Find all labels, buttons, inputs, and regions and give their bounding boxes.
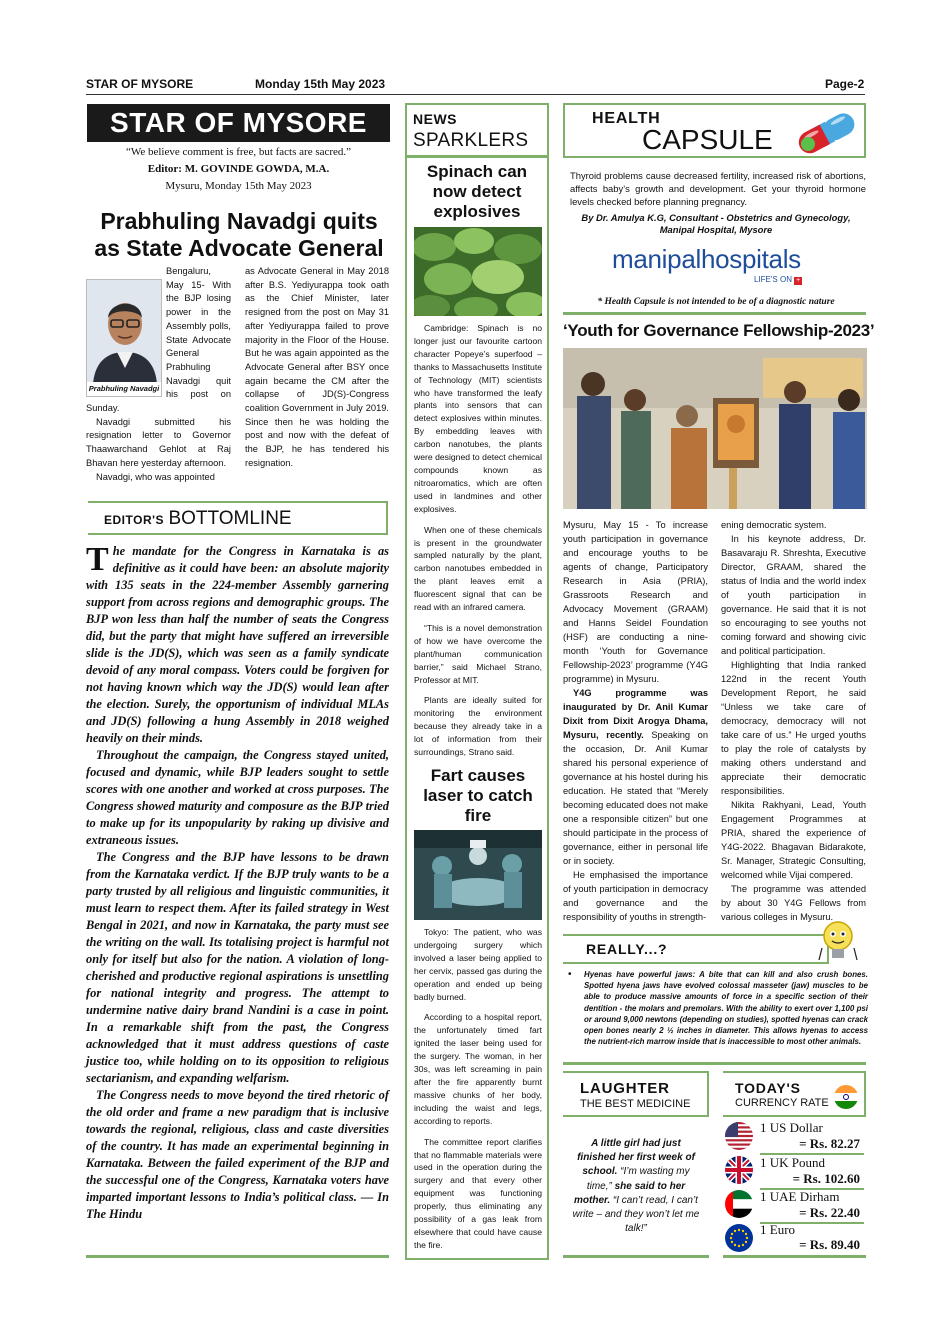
spinach-image <box>414 227 542 316</box>
y4g-col2-para4: Nikita Rakhyani, Lead, Youth Engagement Programmes at PRIA, shared the experience of Y4G-2022. Bhagavan Bidarakote, Sr. Manager, Strategic Consulting, welcomed while Vijai compered. <box>721 800 866 880</box>
spinach-body <box>414 322 542 767</box>
health-disclaimer: * Health Capsule is not intended to be of a diagnostic nature <box>597 297 835 307</box>
eu-flag-icon <box>725 1224 753 1252</box>
header-date: Monday 15th May 2023 <box>255 77 386 91</box>
health-label-big: CAPSULE <box>642 124 773 155</box>
editorial-para-4: The Congress needs to move beyond the tired rhetoric of the old order and frame a new paradigm that is inclusive towards the regional, religious, class and caste diversities of the country. It has made an experimental beginning in Karnataka. Between the failed experiment of the BJP and the successful one of the Congress, Karnataka voters have imparted important lessons to India’s political class. — In The Hindu <box>86 1088 389 1221</box>
lightbulb-icon <box>818 918 858 966</box>
joke-part-2: “I’m wasting my time,” <box>586 1166 690 1192</box>
header-page-number: Page-2 <box>825 77 865 91</box>
editorial-label-big: BOTTOMLINE <box>168 508 292 529</box>
uae-flag-icon <box>725 1190 753 1218</box>
currency-usd-value: = Rs. 82.27 <box>799 1136 860 1151</box>
spinach-para-4: Plants are ideally suited for monitoring the environment because they already take in a lot of information from their surroundings, Strano said. <box>414 695 542 758</box>
joke-part-4: “I can’t read, I can’t write – and they won’t let me talk!” <box>572 1194 700 1235</box>
y4g-headline: ‘Youth for Governance Fellowship-2023’ <box>563 321 875 340</box>
uk-flag-icon <box>725 1156 753 1184</box>
masthead-editor: Editor: M. GOVINDE GOWDA, M.A. <box>147 163 330 175</box>
y4g-col2-para5: The programme was attended by about 30 Y4G Fellows from various colleges in Mysuru. <box>721 884 866 922</box>
currency-gbp-value: = Rs. 102.60 <box>792 1171 860 1186</box>
currency-gbp-label: 1 UK Pound <box>760 1155 826 1170</box>
health-label-small: HEALTH <box>592 110 661 127</box>
laughter-joke <box>572 1137 700 1236</box>
fart-headline: Fart causes laser to catch fire <box>423 766 533 825</box>
sparklers-label-small: NEWS <box>413 111 457 127</box>
y4g-col1-para2-rest: Speaking on the occasion, Dr. Anil Kumar shared his personal experience of governance at his hostel during his education. He stated that “Merely becoming educated does not make one a responsible citizen” but one should participate in the process of governance, either in personal life or in society. <box>563 730 708 866</box>
y4g-photo <box>563 348 867 509</box>
spinach-para-2: When one of these chemicals is present in the groundwater sampled naturally by the plant, carbon nanotubes embedded in the plant leaves emit a fluorescent signal that can be read with an infrared camera. <box>414 524 542 613</box>
health-byline: By Dr. Amulya K.G, Consultant - Obstetrics and Gynecology, Manipal Hospital, Mysore <box>581 212 851 235</box>
lead-column-1 <box>86 265 231 484</box>
spinach-para-1: Cambridge: Spinach is no longer just our favourite cartoon character Popeye’s superfood – thanks to Massachusetts Institute of Technology (MIT) scientists who have transformed the leafy plants into sensors that can detect explosives within minutes. By embedding leaves with carbon nanotubes, the plants were designed to detect chemical compounds known as nitroaromatics, which are often used in landmines and other explosives. <box>414 323 542 514</box>
y4g-event-image <box>563 348 867 509</box>
bullet-icon: • <box>568 969 572 980</box>
spinach-headline: Spinach can now detect explosives <box>426 162 528 221</box>
health-bottom-rule <box>563 312 866 315</box>
masthead-title: STAR OF MYSORE <box>87 104 390 142</box>
header-rule <box>86 94 865 95</box>
spinach-para-3: “This is a novel demonstration of how we have overcome the plant/human communication barrier,” said Michael Strano, Professor at MIT. <box>414 622 542 685</box>
joke-part-1: A little girl had just finished her first week of school. <box>577 1138 695 1178</box>
editorial-label <box>104 508 292 530</box>
y4g-col2-para3: Highlighting that India ranked 122nd in the recent Youth Development Report, he said “Unless we take care of democracy, democracy will not take care of us.” He urged youths to play the role of catalysts by making others understand and appreciate their democratic responsibilities. <box>721 660 866 796</box>
lead-headline <box>80 208 398 262</box>
lead-column-2: as Advocate General in May 2018 after B.S. Yediyurappa took oath as the Chief Minister, later resigned from the post on May 31 after Yediyurappa failed to prove majority in the Floor of the House. But he was again appointed as the Advocate General after BSY once again became the CM after the collapse of JD(S)-Congress coalition Government in July 2019. Since then he was holding the post and now with the defeat of the BJP, he has tendered his resignation. <box>245 266 389 468</box>
lead-photo-caption: Prabhuling Navadgi <box>87 382 161 396</box>
lead-photo <box>86 279 162 397</box>
y4g-column-2 <box>721 518 866 924</box>
surgery-photo <box>414 830 542 920</box>
us-flag-icon <box>725 1122 753 1150</box>
manipal-tagline <box>754 275 802 285</box>
surgery-image <box>414 830 542 920</box>
health-text: Thyroid problems cause decreased fertility, increased risk of abortions, affects baby’s growth and development. Get your thyroid hormone levels checked before planning pregnancy. <box>570 170 866 207</box>
editorial-body <box>86 543 389 1223</box>
editorial-dropcap: T <box>86 541 109 578</box>
editorial-para-2: Throughout the campaign, the Congress stayed united, focused and dynamic, while BJP leaders sought to settle scores with one another and worked at cross purposes. The Congress showed maturity and composure as the BJP tried to make up for its unpopularity by raking up divisive and extraneous issues. <box>86 748 389 847</box>
currency-eur-value: = Rs. 89.40 <box>799 1237 860 1252</box>
lead-col1-para2: Navadgi submitted his resignation letter to Governor Thaawarchand Gehlot at Raj Bhavan here yesterday afternoon. <box>86 416 231 468</box>
y4g-col2-para1: ening democratic system. <box>721 520 827 530</box>
masthead-dateline: Mysuru, Monday 15th May 2023 <box>165 180 312 192</box>
y4g-col1-para1: Mysuru, May 15 - To increase youth participation in governance and encourage youths to be agents of change, Participatory Research in Asia (PRIA), Grassroots Research and Advocacy Movement (GRAAM) and Hanns Seidel Foundation (HSF) are conducting a nine-month ‘Youth for Governance Fellowship-2023’ programme (Y4G programme) in Mysuru. <box>563 520 708 684</box>
currency-aed-label: 1 UAE Dirham <box>760 1189 840 1204</box>
lead-headline-line2: as State Advocate General <box>94 235 384 261</box>
editorial-bottom-rule <box>86 1255 389 1258</box>
manipal-tagline-text: LIFE'S ON <box>754 275 792 284</box>
manipal-logo: manipalhospitals <box>612 244 801 274</box>
really-bottom-rule <box>563 1062 866 1065</box>
currency-aed-value: = Rs. 22.40 <box>799 1205 860 1220</box>
masthead-motto: “We believe comment is free, but facts are sacred.” <box>125 146 352 158</box>
y4g-col1-bold: Y4G programme was inaugurated by Dr. Anil Kumar Dixit from Dixit Arogya Dhama, Mysuru, recently. <box>563 688 708 740</box>
fart-para-1: Tokyo: The patient, who was undergoing surgery which involved a laser being applied to her cervix, passed gas during the operation and ended up being badly burned. <box>414 927 542 1002</box>
plus-icon: + <box>796 277 801 284</box>
lead-col1-para3: Navadgi, who was appointed <box>96 471 215 482</box>
pill-capsule-icon <box>790 108 864 156</box>
y4g-col2-para2: In his keynote address, Dr. Basavaraju R. Shreshta, Executive Director, GRAAM, shared the status of India and the world index of youth participation in governance. He said that it is not so encouraging to see youths not coming forward and showing civic and political participation. <box>721 534 866 656</box>
really-fact <box>568 969 868 1047</box>
laughter-label-big: LAUGHTER <box>580 1080 670 1097</box>
currency-label-big: TODAY'S <box>735 1080 801 1096</box>
y4g-col1-para3: He emphasised the importance of youth participation in democracy and governance and the responsibility of youths in strength- <box>563 870 708 922</box>
fart-body <box>414 926 542 1260</box>
fart-para-3: The committee report clarifies that no flammable materials were used in the operation during the surgery and that every other equipment was functioning properly, thus eliminating any possibility of a gas leak from elsewhere that could have cause the fire. <box>414 1136 542 1250</box>
joke-part-3: she said to her mother. <box>574 1180 686 1206</box>
lead-col1-para1: Bengaluru, May 15- With the BJP losing power in the Assembly polls, State Advocate General Prabhuling Navadgi quit his post on Sunday. <box>86 266 231 414</box>
editorial-para-1: he mandate for the Congress in Karnataka is as definitive as it could have been: an absolute majority with 135 seats in the 224-member Assembly garnering support from across regions and demographic groups. The BJP won less than half the number of seats the Congress did, but the party that might have suffered an irreversible slide is the JD(S), which was seen as a family syndicate devoid of any moral compass. Voters could be forgiven for not having known which way the JD(S) would lean after the election. Surely, the opportunism of individual MLAs and JD(S) following a hung Assembly in 2018 weighed heavily on their minds. <box>86 544 389 745</box>
sparklers-label-big: SPARKLERS <box>413 130 529 151</box>
editorial-para-3: The Congress and the BJP have lessons to be drawn from the Karnataka verdict. If the BJP truly wants to be a party trusted by all religious and linguistic communities, it must learn to respect them. After its failed strategy in West Bengal in 2021, and now in Karnataka, the party must see the writing on the wall. Its totalising project is harmful not only for itself but also for the nation. A violation of long-cherished and productive regional aspirations is unsettling for national integrity and progress. The attempt to undermine native dairy brand Nandini is a case in point. In a remarkable shift from the past, the Congress acknowledged that it must address questions of caste justice too, while holding on to its opposition to religious sectarianism, and expanding welfarism. <box>86 850 389 1085</box>
sparklers-header-rule <box>405 155 549 158</box>
fart-para-2: According to a hospital report, the unfortunately timed fart ignited the laser being used for the surgery. The woman, in her 30s, was left screaming in pain after the fire apparently burnt massive chunks of her body, including the waist and legs, according to reports. <box>414 1012 542 1126</box>
laughter-bottom-rule <box>563 1255 709 1258</box>
header-paper-name: STAR OF MYSORE <box>86 77 194 91</box>
india-flag-icon <box>834 1085 858 1109</box>
lead-headline-line1: Prabhuling Navadgi quits <box>100 208 378 234</box>
portrait-image <box>87 280 162 384</box>
y4g-col1-para2 <box>563 686 708 868</box>
currency-usd-label: 1 US Dollar <box>760 1120 823 1135</box>
currency-eur-label: 1 Euro <box>760 1222 796 1237</box>
spinach-photo <box>414 227 542 316</box>
currency-bottom-rule <box>723 1255 866 1258</box>
currency-label-small: CURRENCY RATE <box>735 1097 829 1109</box>
really-fact-text: Hyenas have powerful jaws: A bite that can kill and also crush bones. Spotted hyena jaws have evolved colossal masseter (jaw) muscles to be able to produce massive amounts of force in a specific section of their dentition - the molars and premolars. With the ability to exert over 1,100 psi or around 9,000 newtons (depending on studies), spotted hyenas can crack open bones nearly 2 ½ inches in diameter. This allows hyenas to access the nutrient-rich marrow inside that is inaccessible to most other animals. <box>584 970 868 1047</box>
editorial-label-small: EDITOR'S <box>104 513 164 527</box>
really-label: REALLY...? <box>586 941 668 957</box>
laughter-label-small: THE BEST MEDICINE <box>580 1098 691 1110</box>
y4g-column-1 <box>563 518 708 924</box>
